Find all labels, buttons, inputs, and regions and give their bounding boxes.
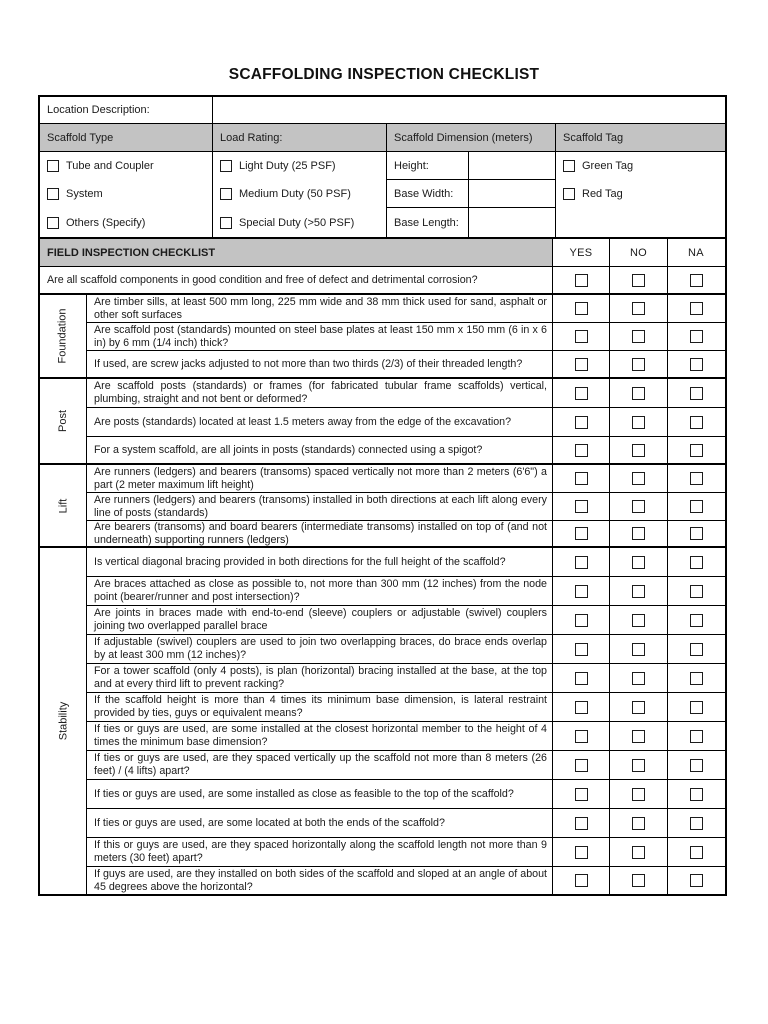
dimension-row-height: [387, 152, 555, 180]
answer-cell-no: [610, 493, 668, 520]
no-checkbox-icon[interactable]: [632, 500, 645, 513]
question-text: Are braces attached as close as possible to, not more than 300 mm (12 inches) from the node point (bearer/runner and post intersection)?: [87, 577, 553, 605]
checklist-row: [87, 521, 725, 546]
checklist-row: [87, 465, 725, 493]
question-text: For a system scaffold, are all joints in posts (standards) connected using a spigot?: [87, 437, 553, 463]
no-checkbox-icon[interactable]: [632, 358, 645, 371]
answer-cell-yes: [553, 437, 610, 463]
na-checkbox-icon[interactable]: [690, 788, 703, 801]
question-text: Are timber sills, at least 500 mm long, 225 mm wide and 38 mm thick used for sand, asphalt or other soft surfaces: [87, 295, 553, 322]
answer-cell-no: [610, 408, 668, 436]
question-text: Are bearers (transoms) and board bearers (intermediate transoms) installed on top of (and not underneath) supporting runners (ledgers): [87, 521, 553, 546]
option-red-tag: [563, 180, 725, 208]
yes-checkbox-icon[interactable]: [575, 614, 588, 627]
no-checkbox-icon[interactable]: [632, 444, 645, 457]
answer-cell-no: [610, 809, 668, 837]
no-checkbox-icon[interactable]: [632, 846, 645, 859]
scaffold-type-options: [40, 152, 213, 237]
answer-cell-yes: [553, 867, 610, 894]
yes-checkbox-icon[interactable]: [575, 444, 588, 457]
answer-cell-yes: [553, 408, 610, 436]
na-checkbox-icon[interactable]: [690, 817, 703, 830]
section-post: [40, 379, 725, 465]
answer-cell-no: [610, 437, 668, 463]
no-checkbox-icon[interactable]: [632, 274, 645, 287]
no-checkbox-icon[interactable]: [632, 387, 645, 400]
question-text: If adjustable (swivel) couplers are used to join two overlapping braces, do brace ends overlap by at least 300 mm (12 inches)?: [87, 635, 553, 663]
checklist-form: [38, 95, 727, 896]
yes-checkbox-icon[interactable]: [575, 416, 588, 429]
option-system: [47, 180, 212, 208]
option-label: Light Duty (25 PSF): [239, 160, 336, 173]
scaffold-tag-header: Scaffold Tag: [556, 124, 725, 151]
yes-checkbox-icon[interactable]: [575, 358, 588, 371]
question-text: Are all scaffold components in good condition and free of defect and detrimental corrosion?: [40, 267, 553, 293]
no-checkbox-icon[interactable]: [632, 527, 645, 540]
answer-cell-na: [668, 465, 724, 492]
checklist-row: [87, 838, 725, 867]
na-checkbox-icon[interactable]: [690, 500, 703, 513]
answer-cell-no: [610, 465, 668, 492]
answer-cell-yes: [553, 693, 610, 721]
checklist-row: [87, 323, 725, 351]
na-checkbox-icon[interactable]: [690, 387, 703, 400]
special-duty-checkbox-icon[interactable]: [220, 217, 232, 229]
checklist-row: [87, 867, 725, 894]
answer-cell-na: [668, 809, 724, 837]
yes-column-header: YES: [553, 239, 610, 266]
question-text: Are runners (ledgers) and bearers (transoms) installed in both directions at each lift along every line of posts (standards): [87, 493, 553, 520]
answer-cell-yes: [553, 722, 610, 750]
answer-cell-yes: [553, 664, 610, 692]
answer-cell-na: [668, 351, 724, 377]
checklist-row: [87, 493, 725, 521]
answer-cell-no: [610, 577, 668, 605]
answer-cell-na: [668, 606, 724, 634]
dimension-row-base-width: [387, 180, 555, 208]
answer-cell-no: [610, 379, 668, 407]
no-checkbox-icon[interactable]: [632, 759, 645, 772]
yes-checkbox-icon[interactable]: [575, 643, 588, 656]
answer-cell-no: [610, 751, 668, 779]
option-light-duty: [220, 152, 386, 180]
scaffold-type-header: Scaffold Type: [40, 124, 213, 151]
section-label-foundation: Foundation: [40, 295, 87, 377]
checklist-row: [87, 577, 725, 606]
checklist-row: [87, 437, 725, 463]
height-input[interactable]: [469, 152, 555, 179]
yes-checkbox-icon[interactable]: [575, 302, 588, 315]
answer-cell-yes: [553, 493, 610, 520]
section-lift: [40, 465, 725, 548]
answer-cell-na: [668, 267, 724, 293]
no-checkbox-icon[interactable]: [632, 330, 645, 343]
answer-cell-yes: [553, 838, 610, 866]
others-checkbox-icon[interactable]: [47, 217, 59, 229]
load-rating-options: [213, 152, 387, 237]
na-checkbox-icon[interactable]: [690, 672, 703, 685]
page-title: SCAFFOLDING INSPECTION CHECKLIST: [228, 66, 540, 83]
no-checkbox-icon[interactable]: [632, 788, 645, 801]
section-label-lift: Lift: [40, 465, 87, 546]
option-label: System: [66, 188, 103, 201]
location-input[interactable]: [213, 97, 725, 123]
option-label: Special Duty (>50 PSF): [239, 216, 355, 229]
na-column-header: NA: [688, 246, 704, 259]
system-checkbox-icon[interactable]: [47, 188, 59, 200]
checklist-row: [87, 295, 725, 323]
answer-cell-no: [610, 635, 668, 663]
checklist-row: [87, 379, 725, 408]
red-tag-checkbox-icon[interactable]: [563, 188, 575, 200]
medium-duty-checkbox-icon[interactable]: [220, 188, 232, 200]
no-checkbox-icon[interactable]: [632, 730, 645, 743]
checklist-row: [87, 548, 725, 577]
checklist-row: [87, 780, 725, 809]
answer-cell-yes: [553, 635, 610, 663]
section-label-stability: Stability: [40, 548, 87, 894]
yes-checkbox-icon[interactable]: [575, 387, 588, 400]
dimension-row-base-length: [387, 208, 555, 237]
answer-cell-no: [610, 351, 668, 377]
height-label: Height:: [387, 152, 469, 179]
na-checkbox-icon[interactable]: [690, 730, 703, 743]
na-checkbox-icon[interactable]: [690, 527, 703, 540]
answer-cell-no: [610, 521, 668, 546]
option-label: Others (Specify): [66, 216, 146, 229]
answer-cell-na: [668, 693, 724, 721]
no-checkbox-icon[interactable]: [632, 556, 645, 569]
location-label: Location Description:: [40, 97, 213, 123]
option-others-specify: [47, 209, 212, 237]
field-checklist-header-row: [40, 239, 725, 267]
yes-checkbox-icon[interactable]: [575, 472, 588, 485]
answer-cell-yes: [553, 379, 610, 407]
tube-and-coupler-checkbox-icon[interactable]: [47, 160, 59, 172]
question-text: Are runners (ledgers) and bearers (transoms) spaced vertically not more than 2 meters (6'6") a part (2 meter maximum lift height): [87, 465, 553, 492]
answer-cell-na: [668, 493, 724, 520]
yes-checkbox-icon[interactable]: [575, 556, 588, 569]
question-text: Is vertical diagonal bracing provided in both directions for the full height of the scaffold?: [87, 548, 553, 576]
no-checkbox-icon[interactable]: [632, 817, 645, 830]
options-row: [40, 152, 725, 239]
base-width-label: Base Width:: [387, 180, 469, 207]
na-checkbox-icon[interactable]: [690, 701, 703, 714]
question-text: If ties or guys are used, are some located at both the ends of the scaffold?: [87, 809, 553, 837]
answer-cell-na: [668, 722, 724, 750]
option-label: Medium Duty (50 PSF): [239, 188, 351, 201]
no-checkbox-icon[interactable]: [632, 672, 645, 685]
answer-cell-no: [610, 606, 668, 634]
yes-checkbox-icon[interactable]: [575, 672, 588, 685]
scaffold-tag-options: [556, 152, 725, 237]
checklist-row: [87, 693, 725, 722]
option-green-tag: [563, 152, 725, 180]
column-headers-row: [40, 124, 725, 152]
na-checkbox-icon[interactable]: [690, 556, 703, 569]
answer-cell-na: [668, 577, 724, 605]
section-stability: [40, 548, 725, 894]
na-checkbox-icon[interactable]: [690, 416, 703, 429]
option-label: Red Tag: [582, 188, 623, 201]
question-text: If ties or guys are used, are some installed as close as feasible to the top of the scaffold?: [87, 780, 553, 808]
answer-cell-na: [668, 379, 724, 407]
answer-cell-na: [668, 295, 724, 322]
no-checkbox-icon[interactable]: [632, 416, 645, 429]
yes-checkbox-icon[interactable]: [575, 817, 588, 830]
na-checkbox-icon[interactable]: [690, 444, 703, 457]
na-checkbox-icon[interactable]: [690, 874, 703, 887]
no-column-header: NO: [610, 239, 668, 266]
option-label: Green Tag: [582, 160, 634, 173]
question-text: Are scaffold post (standards) mounted on steel base plates at least 150 mm x 150 mm (6 in x 6 in) by 6 mm (1/4 inch) thick?: [87, 323, 553, 350]
answer-cell-no: [610, 867, 668, 894]
checklist-row: [87, 635, 725, 664]
answer-cell-na: [668, 867, 724, 894]
no-checkbox-icon[interactable]: [632, 874, 645, 887]
na-checkbox-icon[interactable]: [690, 614, 703, 627]
checklist-row-general: [40, 267, 725, 295]
yes-checkbox-icon[interactable]: [575, 874, 588, 887]
field-checklist-title: FIELD INSPECTION CHECKLIST: [40, 239, 553, 266]
answer-cell-na: [668, 635, 724, 663]
answer-cell-na: [668, 780, 724, 808]
no-checkbox-icon[interactable]: [632, 302, 645, 315]
question-text: If guys are used, are they installed on both sides of the scaffold and sloped at an angle of about 45 degrees above the horizontal?: [87, 867, 553, 894]
yes-checkbox-icon[interactable]: [575, 527, 588, 540]
na-checkbox-icon[interactable]: [690, 472, 703, 485]
checklist-row: [87, 664, 725, 693]
na-checkbox-icon[interactable]: [690, 302, 703, 315]
checklist-row: [87, 606, 725, 635]
yes-checkbox-icon[interactable]: [575, 330, 588, 343]
answer-cell-yes: [553, 267, 610, 293]
na-checkbox-icon[interactable]: [690, 358, 703, 371]
answer-cell-no: [610, 780, 668, 808]
answer-cell-yes: [553, 780, 610, 808]
answer-cell-no: [610, 693, 668, 721]
answer-cell-no: [610, 722, 668, 750]
no-checkbox-icon[interactable]: [632, 643, 645, 656]
answer-cell-na: [668, 521, 724, 546]
option-tube-and-coupler: [47, 152, 212, 180]
checklist-row: [87, 722, 725, 751]
yes-checkbox-icon[interactable]: [575, 846, 588, 859]
answer-cell-yes: [553, 323, 610, 350]
answer-cell-na: [668, 437, 724, 463]
location-row: [40, 97, 725, 124]
question-text: Are posts (standards) located at least 1.5 meters away from the edge of the excavation?: [87, 408, 553, 436]
yes-checkbox-icon[interactable]: [575, 701, 588, 714]
light-duty-checkbox-icon[interactable]: [220, 160, 232, 172]
base-length-input[interactable]: [469, 208, 555, 237]
yes-checkbox-icon[interactable]: [575, 500, 588, 513]
no-checkbox-icon[interactable]: [632, 701, 645, 714]
answer-cell-na: [668, 408, 724, 436]
no-checkbox-icon[interactable]: [632, 614, 645, 627]
question-text: If the scaffold height is more than 4 times its minimum base dimension, is lateral restraint provided by ties, guys or equivalent means?: [87, 693, 553, 721]
yes-checkbox-icon[interactable]: [575, 759, 588, 772]
answer-cell-yes: [553, 577, 610, 605]
section-label-post: Post: [40, 379, 87, 463]
yes-checkbox-icon[interactable]: [575, 730, 588, 743]
checklist-row: [87, 351, 725, 377]
na-checkbox-icon[interactable]: [690, 274, 703, 287]
answer-cell-yes: [553, 548, 610, 576]
checklist-row: [87, 809, 725, 838]
answer-cell-no: [610, 323, 668, 350]
answer-cell-yes: [553, 521, 610, 546]
yes-checkbox-icon[interactable]: [575, 585, 588, 598]
answer-cell-yes: [553, 751, 610, 779]
answer-cell-na: [668, 548, 724, 576]
na-checkbox-icon[interactable]: [690, 330, 703, 343]
question-text: If this or guys are used, are they spaced horizontally along the scaffold length not more than 9 meters (30 feet) apart?: [87, 838, 553, 866]
question-text: If ties or guys are used, are they spaced vertically up the scaffold not more than 8 meters (26 feet) / (4 lifts) apart?: [87, 751, 553, 779]
no-checkbox-icon[interactable]: [632, 585, 645, 598]
question-text: If used, are screw jacks adjusted to not more than two thirds (2/3) of their threaded length?: [87, 351, 553, 377]
base-width-input[interactable]: [469, 180, 555, 207]
tag-spacer: [563, 209, 725, 237]
scaffold-dimension-fields: [387, 152, 556, 237]
na-checkbox-icon[interactable]: [690, 759, 703, 772]
answer-cell-yes: [553, 465, 610, 492]
answer-cell-na: [668, 838, 724, 866]
scaffold-dimension-header: Scaffold Dimension (meters): [387, 124, 556, 151]
answer-cell-na: [668, 323, 724, 350]
answer-cell-yes: [553, 295, 610, 322]
load-rating-header: Load Rating:: [213, 124, 387, 151]
section-foundation: [40, 295, 725, 379]
answer-cell-no: [610, 267, 668, 293]
answer-cell-na: [668, 664, 724, 692]
question-text: Are joints in braces made with end-to-end (sleeve) couplers or adjustable (swivel) couplers joining two overlapped parallel brace: [87, 606, 553, 634]
answer-cell-no: [610, 664, 668, 692]
na-checkbox-icon[interactable]: [690, 585, 703, 598]
answer-cell-yes: [553, 809, 610, 837]
na-checkbox-icon[interactable]: [690, 643, 703, 656]
option-medium-duty: [220, 180, 386, 208]
answer-cell-no: [610, 838, 668, 866]
no-checkbox-icon[interactable]: [632, 472, 645, 485]
answer-cell-yes: [553, 351, 610, 377]
checklist-row: [87, 751, 725, 780]
yes-checkbox-icon[interactable]: [575, 788, 588, 801]
yes-checkbox-icon[interactable]: [575, 274, 588, 287]
option-label: Tube and Coupler: [66, 160, 154, 173]
question-text: Are scaffold posts (standards) or frames (for fabricated tubular frame scaffolds) vertical, plumbing, straight and not bent or deformed?: [87, 379, 553, 407]
green-tag-checkbox-icon[interactable]: [563, 160, 575, 172]
base-length-label: Base Length:: [387, 208, 469, 237]
option-special-duty: [220, 209, 386, 237]
answer-cell-no: [610, 295, 668, 322]
checklist-row: [87, 408, 725, 437]
question-text: If ties or guys are used, are some installed at the closest horizontal member to the height of 4 times the minimum base dimension?: [87, 722, 553, 750]
question-text: For a tower scaffold (only 4 posts), is plan (horizontal) bracing installed at the base, at the top and at every third lift to prevent racking?: [87, 664, 553, 692]
answer-cell-na: [668, 751, 724, 779]
answer-cell-no: [610, 548, 668, 576]
answer-cell-yes: [553, 606, 610, 634]
na-checkbox-icon[interactable]: [690, 846, 703, 859]
